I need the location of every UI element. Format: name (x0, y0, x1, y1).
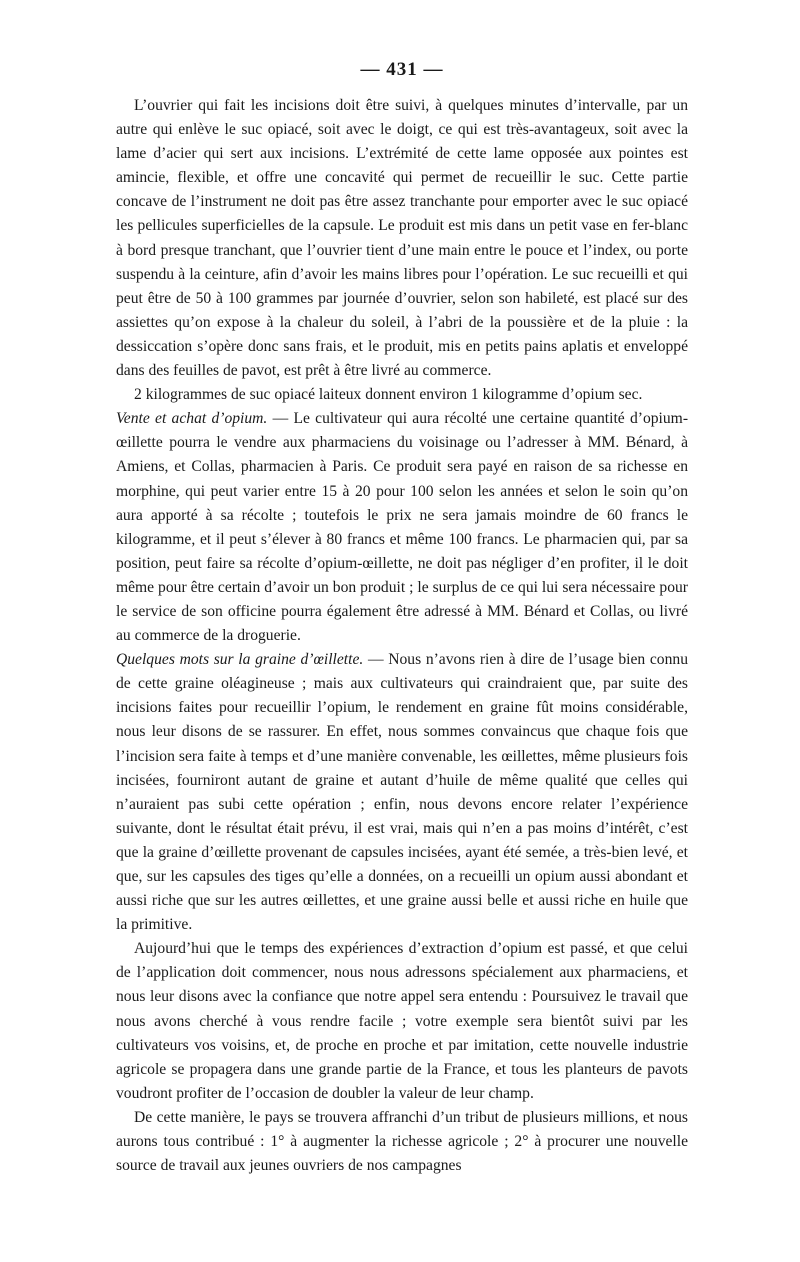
page-number: — 431 — (360, 59, 444, 80)
paragraph-harvest-procedure (116, 94, 688, 383)
section-heading: Vente et achat d’opium. (116, 410, 268, 428)
paragraph-text: L’ouvrier qui fait les incisions doit être suivi, à quelques minutes d’intervalle, par un autre qui enlève le suc opiacé, soit avec le doigt, ce qui est très-avantageux, soit avec la lame d’acier qui sert aux incisions. L’extrémité de cette lame opposée aux pointes est amincie, flexible, et offre une concavité qui permet de recueillir le suc. Cette partie concave de l’instrument ne doit pas être assez tranchante pour emporter avec le suc opiacé les pellicules superficielles de la capsule. Le produit est mis dans un petit vase en fer-blanc à bord presque tranchant, que l’ouvrier tient d’une main entre le pouce et l’index, ou porte suspendu à la ceinture, afin d’avoir les mains libres pour l’opération. Le suc recueilli et qui peut être de 50 à 100 grammes par journée d’ouvrier, selon son habileté, est placé sur des assiettes qu’on expose à la chaleur du soleil, à l’abri de la poussière et de la pluie : la dessiccation s’opère donc sans frais, et le produit, mis en petits pains aplatis et enveloppé dans des feuilles de pavot, est prêt à être livré au commerce. (116, 97, 688, 380)
paragraph-text: 2 kilogrammes de suc opiacé laiteux donnent environ 1 kilogramme d’opium sec. (134, 386, 643, 404)
paragraph-text: — Nous n’avons rien à dire de l’usage bien connu de cette graine oléagineuse ; mais aux cultivateurs qui craindraient que, par suite des incisions faites pour recueillir l’opium, le rendement en graine fût moins considérable, nous leur disons de se rassurer. En effet, nous sommes convaincus que chaque fois que l’incision sera faite à temps et d’une manière convenable, les œillettes, même plusieurs fois incisées, fourniront autant de graine et autant d’huile de même qualité que celles qui n’auraient pas subi cette opération ; enfin, nous devons encore relater l’expérience suivante, dont le résultat était prévu, il est vrai, mais qui n’en a pas moins d’intérêt, c’est que la graine d’œillette provenant de capsules incisées, ayant été semée, a très-bien levé, et que, sur les capsules des tiges qu’elle a données, on a recueilli un opium aussi abondant et aussi riche que sur les autres œillettes, et une graine aussi belle et aussi riche en huile que la primitive. (116, 651, 688, 934)
paragraph-sale-of-opium (116, 407, 688, 648)
paragraph-poppy-seed (116, 648, 688, 937)
section-heading: Quelques mots sur la graine d’œillette. (116, 651, 364, 669)
paragraph-conclusion (116, 1106, 688, 1178)
paragraph-text: Aujourd’hui que le temps des expériences d’extraction d’opium est passé, et que celui de l’application doit commencer, nous nous adressons spécialement aux pharmaciens, et nous leur disons avec la confiance que notre appel sera entendu : Poursuivez le travail que nous avons cherché à vous rendre facile ; votre exemple sera bientôt suivi par les cultivateurs vos voisins, et, de proche en proche et par imitation, cette nouvelle industrie agricole se propagera dans une grande partie de la France, et tous les planteurs de pavots voudront profiter de l’occasion de doubler la valeur de leur champ. (116, 940, 688, 1102)
paragraph-text: — Le cultivateur qui aura récolté une certaine quantité d’opium-œillette pourra le vendre aux pharmaciens du voisinage ou l’adresser à MM. Bénard, à Amiens, et Collas, pharmacien à Paris. Ce produit sera payé en raison de sa richesse en morphine, qui peut varier entre 15 à 20 pour 100 selon les années et selon le soin qu’on aura apporté à sa récolte ; toutefois le prix ne sera jamais moindre de 60 francs le kilogramme, et il peut s’élever à 80 francs et même 100 francs. Le pharmacien qui, par sa position, peut faire sa récolte d’opium-œillette, ne doit pas négliger d’en profiter, il le doit même pour être certain d’avoir un bon produit ; le surplus de ce qui lui sera nécessaire pour le service de son officine pourra également être adressé à MM. Bénard et Collas, ou livré au commerce de la droguerie. (116, 410, 689, 645)
paragraph-appeal-to-pharmacists (116, 937, 688, 1106)
paragraph-yield-ratio (116, 383, 688, 407)
paragraph-text: De cette manière, le pays se trouvera affranchi d’un tribut de plusieurs millions, et nous aurons tous contribué : 1° à augmenter la richesse agricole ; 2° à procurer une nouvelle source de travail aux jeunes ouvriers de nos campagnes (116, 1108, 688, 1175)
page-body (116, 94, 688, 1178)
